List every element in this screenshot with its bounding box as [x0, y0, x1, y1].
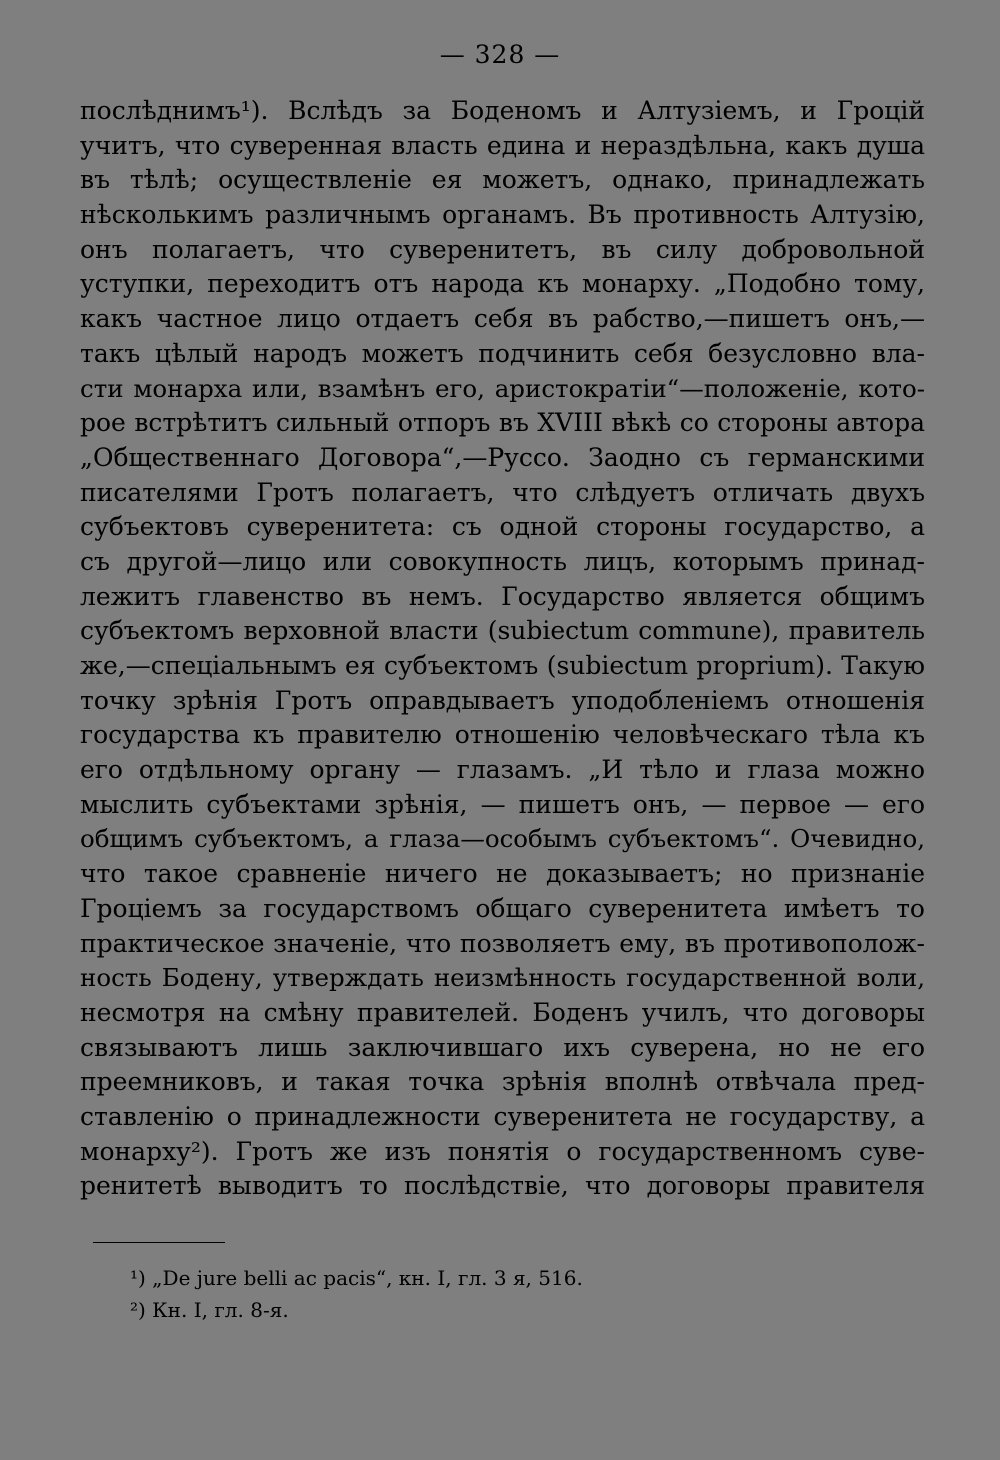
text-line: субъектомъ верховной власти (subiectum commune), правитель — [80, 616, 925, 646]
text-line: практическое значеніе, что позволяетъ ему, въ противополож- — [80, 928, 925, 958]
text-line: связываютъ лишь заключившаго ихъ суверена, но не его — [80, 1032, 925, 1062]
footnotes — [130, 1262, 830, 1326]
body-text — [80, 94, 925, 1204]
footnote-2: ²) Кн. I, гл. 8-я. — [130, 1298, 289, 1322]
text-line: субъектовъ суверенитета: съ одной стороны государство, а — [80, 512, 925, 542]
text-line: нѣсколькимъ различнымъ органамъ. Въ противность Алтузію, — [80, 200, 925, 230]
page-number: — 328 — — [439, 40, 561, 69]
text-line: сти монарха или, взамѣнъ его, аристократіи“—положеніе, кото- — [80, 373, 925, 403]
text-line: писателями Гротъ полагаетъ, что слѣдуетъ отличать двухъ — [80, 477, 925, 507]
text-line: съ другой—лицо или совокупность лицъ, которымъ принад- — [80, 546, 925, 576]
text-line: же,—спеціальнымъ ея субъектомъ (subiectum proprium). Такую — [80, 651, 925, 680]
text-line: лежитъ главенство въ немъ. Государство является общимъ — [80, 581, 925, 611]
text-line: монарху²). Гротъ же изъ понятія о государственномъ суве- — [80, 1136, 925, 1166]
text-line: точку зрѣнія Гротъ оправдываетъ уподобленіемъ отношенія — [80, 685, 925, 715]
footnote-divider — [93, 1242, 225, 1243]
text-line: послѣднимъ¹). Вслѣдъ за Боденомъ и Алтузіемъ, и Гроцій — [80, 96, 925, 125]
text-line: несмотря на смѣну правителей. Боденъ училъ, что договоры — [80, 997, 925, 1027]
text-line: его отдѣльному органу — глазамъ. „И тѣло и глаза можно — [80, 755, 925, 785]
text-line: въ тѣлѣ; осуществленіе ея можетъ, однако, принадлежать — [80, 165, 925, 195]
text-line: общимъ субъектомъ, а глаза—особымъ субъектомъ“. Очевидно, — [80, 824, 925, 854]
footnote-1: ¹) „De jure belli ac pacis“, кн. I, гл. 3 я, 516. — [130, 1266, 583, 1290]
text-line: Гроціемъ за государствомъ общаго суверенитета имѣетъ то — [80, 893, 925, 923]
text-line: учитъ, что суверенная власть едина и нераздѣльна, какъ душа — [80, 130, 925, 160]
text-line: онъ полагаетъ, что суверенитетъ, въ силу добровольной — [80, 234, 925, 264]
text-line: мыслить субъектами зрѣнія, — пишетъ онъ, — первое — его — [80, 789, 925, 819]
text-line: уступки, переходитъ отъ народа къ монарху. „Подобно тому, — [80, 269, 925, 299]
text-line: преемниковъ, и такая точка зрѣнія вполнѣ отвѣчала пред- — [80, 1067, 925, 1097]
text-line: что такое сравненіе ничего не доказываетъ; но признаніе — [80, 859, 925, 889]
text-line: какъ частное лицо отдаетъ себя въ рабство,—пишетъ онъ,— — [80, 304, 925, 334]
text-line: рое встрѣтитъ сильный отпоръ въ XVIII вѣкѣ со стороны автора — [80, 408, 925, 438]
text-line: ренитетѣ выводитъ то послѣдствіе, что договоры правителя — [80, 1171, 925, 1201]
text-line: „Общественнаго Договора“,—Руссо. Заодно съ германскими — [80, 442, 925, 472]
text-line: такъ цѣлый народъ можетъ подчинить себя безусловно вла- — [80, 338, 925, 368]
text-line: ность Бодену, утверждать неизмѣнность государственной воли, — [80, 963, 925, 993]
text-line: ставленію о принадлежности суверенитета не государству, а — [80, 1101, 925, 1131]
text-line: государства къ правителю отношенію человѣческаго тѣла къ — [80, 720, 925, 750]
